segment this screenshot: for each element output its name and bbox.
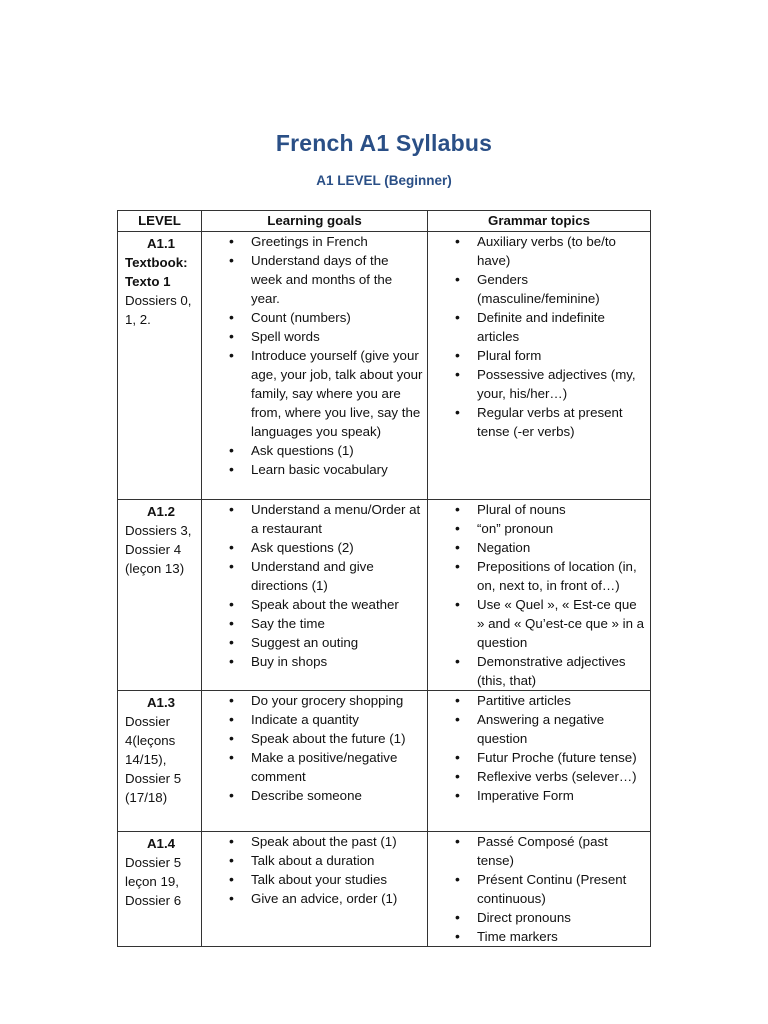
list-item: • Reflexive verbs (selever…) bbox=[428, 767, 650, 786]
list-item: • Buy in shops bbox=[202, 652, 427, 671]
list-item: • Definite and indefinite articles bbox=[428, 308, 650, 346]
goals-cell bbox=[202, 232, 428, 500]
grammar-list bbox=[428, 232, 650, 441]
list-item: • Talk about your studies bbox=[202, 870, 427, 889]
document-subtitle: A1 LEVEL (Beginner) bbox=[316, 173, 452, 188]
syllabus-table bbox=[117, 210, 651, 947]
level-cell bbox=[118, 832, 202, 947]
level-textbook-note: Textbook: Texto 1 bbox=[125, 255, 188, 289]
header-level: LEVEL bbox=[118, 211, 202, 232]
level-cell bbox=[118, 691, 202, 832]
list-item: • Suggest an outing bbox=[202, 633, 427, 652]
level-code: A1.3 bbox=[146, 695, 176, 710]
list-item: • Direct pronouns bbox=[428, 908, 650, 927]
list-item: • Auxiliary verbs (to be/to have) bbox=[428, 232, 650, 270]
goals-list bbox=[202, 691, 427, 805]
list-item: • Understand and give directions (1) bbox=[202, 557, 427, 595]
grammar-cell bbox=[428, 832, 651, 947]
list-item: • Say the time bbox=[202, 614, 427, 633]
grammar-cell bbox=[428, 691, 651, 832]
table-row-a1-3 bbox=[118, 691, 651, 832]
grammar-cell bbox=[428, 232, 651, 500]
level-note: Dossiers 0, 1, 2. bbox=[125, 293, 192, 327]
header-learning-goals: Learning goals bbox=[202, 211, 428, 232]
document-title: French A1 Syllabus bbox=[275, 130, 493, 156]
list-item: • Ask questions (2) bbox=[202, 538, 427, 557]
goals-cell bbox=[202, 500, 428, 691]
grammar-list bbox=[428, 832, 650, 946]
level-cell bbox=[118, 232, 202, 500]
goals-list bbox=[202, 232, 427, 479]
list-item: • Speak about the future (1) bbox=[202, 729, 427, 748]
level-note: Dossiers 3, Dossier 4 (leçon 13) bbox=[125, 523, 192, 576]
list-item: • Possessive adjectives (my, your, his/her…) bbox=[428, 365, 650, 403]
list-item: • Passé Composé (past tense) bbox=[428, 832, 650, 870]
list-item: • Indicate a quantity bbox=[202, 710, 427, 729]
grammar-cell bbox=[428, 500, 651, 691]
list-item: • Plural form bbox=[428, 346, 650, 365]
list-item: • Negation bbox=[428, 538, 650, 557]
list-item: • Use « Quel », « Est-ce que » and « Qu’est-ce que » in a question bbox=[428, 595, 650, 652]
table-row-a1-2 bbox=[118, 500, 651, 691]
list-item: • Speak about the weather bbox=[202, 595, 427, 614]
list-item: • Speak about the past (1) bbox=[202, 832, 427, 851]
list-item: • Spell words bbox=[202, 327, 427, 346]
list-item: • Make a positive/negative comment bbox=[202, 748, 427, 786]
list-item: • Time markers bbox=[428, 927, 650, 946]
level-code: A1.4 bbox=[146, 836, 176, 851]
list-item: • Regular verbs at present tense (-er verbs) bbox=[428, 403, 650, 441]
list-item: • Understand a menu/Order at a restaurant bbox=[202, 500, 427, 538]
level-note: Dossier 5 leçon 19, Dossier 6 bbox=[125, 855, 182, 908]
list-item: • Greetings in French bbox=[202, 232, 427, 251]
grammar-list bbox=[428, 500, 650, 690]
level-code: A1.1 bbox=[146, 236, 176, 251]
list-item: • Count (numbers) bbox=[202, 308, 427, 327]
list-item: • Partitive articles bbox=[428, 691, 650, 710]
level-code: A1.2 bbox=[146, 504, 176, 519]
list-item: • Prepositions of location (in, on, next to, in front of…) bbox=[428, 557, 650, 595]
goals-cell bbox=[202, 691, 428, 832]
list-item: • Plural of nouns bbox=[428, 500, 650, 519]
list-item: • Genders (masculine/feminine) bbox=[428, 270, 650, 308]
table-row-a1-4 bbox=[118, 832, 651, 947]
list-item: • Talk about a duration bbox=[202, 851, 427, 870]
list-item: • Answering a negative question bbox=[428, 710, 650, 748]
list-item: • Ask questions (1) bbox=[202, 441, 427, 460]
list-item: • Présent Continu (Present continuous) bbox=[428, 870, 650, 908]
list-item: • Understand days of the week and months of the year. bbox=[202, 251, 427, 308]
table-row-a1-1 bbox=[118, 232, 651, 500]
list-item: • Imperative Form bbox=[428, 786, 650, 805]
goals-list bbox=[202, 500, 427, 671]
goals-list bbox=[202, 832, 427, 908]
list-item: • Give an advice, order (1) bbox=[202, 889, 427, 908]
header-grammar-topics: Grammar topics bbox=[428, 211, 651, 232]
list-item: • Demonstrative adjectives (this, that) bbox=[428, 652, 650, 690]
list-item: • Describe someone bbox=[202, 786, 427, 805]
goals-cell bbox=[202, 832, 428, 947]
list-item: • Futur Proche (future tense) bbox=[428, 748, 650, 767]
list-item: • Introduce yourself (give your age, your job, talk about your family, say where you are from, where you live, say the languages you speak) bbox=[202, 346, 427, 441]
table-header-row bbox=[118, 211, 651, 232]
level-note: Dossier 4(leçons 14/15), Dossier 5 (17/18) bbox=[125, 714, 182, 805]
list-item: • Do your grocery shopping bbox=[202, 691, 427, 710]
level-cell bbox=[118, 500, 202, 691]
grammar-list bbox=[428, 691, 650, 805]
list-item: • Learn basic vocabulary bbox=[202, 460, 427, 479]
list-item: • “on” pronoun bbox=[428, 519, 650, 538]
